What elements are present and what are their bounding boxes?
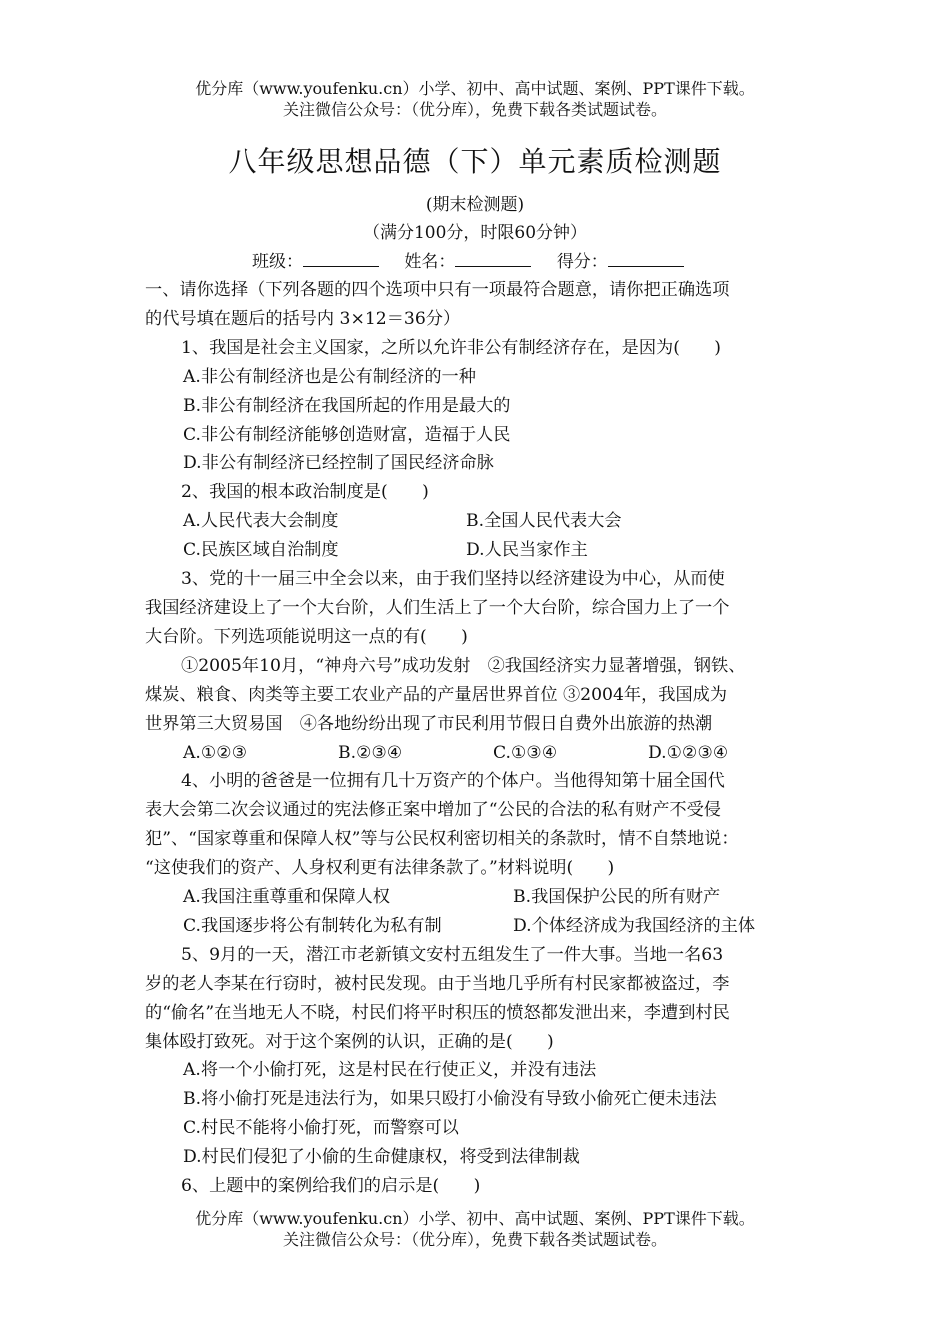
page-footer — [0, 1208, 950, 1250]
q1-option-d: D.非公有制经济已经控制了国民经济命脉 — [183, 453, 494, 474]
q1-option-c: C.非公有制经济能够创造财富，造福于人民 — [183, 424, 511, 445]
student-info-row — [252, 250, 684, 274]
score-time-note: （满分100分，时限60分钟） — [362, 223, 588, 243]
score-blank[interactable] — [608, 252, 684, 267]
q5-stem-cont: 的“偷名”在当地无人不晓，村民们将平时积压的愤怒都发泄出来，李遭到村民 — [145, 1002, 730, 1023]
q3-option-d: D.①②③④ — [648, 742, 729, 763]
q2-options-row-2 — [145, 536, 820, 565]
exam-body — [145, 276, 820, 1201]
q2-stem: 2、我国的根本政治制度是( ) — [181, 482, 429, 503]
q3-options-row — [145, 739, 820, 768]
q4-options-row-2 — [145, 912, 820, 941]
q3-items-cont: 煤炭、粮食、肉类等主要工农业产品的产量居世界首位 ③2004年，我国成为 — [145, 684, 728, 705]
q3-stem: 3、党的十一届三中全会以来，由于我们坚持以经济建设为中心，从而使 — [181, 569, 725, 590]
class-label: 班级： — [252, 252, 303, 272]
header-line-1: 优分库（www.youfenku.cn）小学、初中、高中试题、案例、PPT课件下载。 — [195, 79, 755, 98]
q4-option-a: A.我国注重尊重和保障人权 — [183, 887, 390, 908]
footer-line-2: 关注微信公众号：（优分库），免费下载各类试题试卷。 — [282, 1230, 667, 1249]
q5-stem-cont: 岁的老人李某在行窃时，被村民发现。由于当地几乎所有村民家都被盗过，李 — [145, 973, 730, 994]
footer-line-1: 优分库（www.youfenku.cn）小学、初中、高中试题、案例、PPT课件下载。 — [195, 1209, 755, 1228]
name-blank[interactable] — [455, 252, 531, 267]
q3-items: ①2005年10月，“神舟六号”成功发射 ②我国经济实力显著增强，钢铁、 — [181, 655, 746, 676]
q1-option-a: A.非公有制经济也是公有制经济的一种 — [183, 366, 476, 387]
q3-stem-cont: 大台阶。下列选项能说明这一点的有( ) — [145, 626, 468, 647]
section-heading: 一、请你选择（下列各题的四个选项中只有一项最符合题意，请你把正确选项 — [145, 280, 730, 300]
q5-option-c: C.村民不能将小偷打死，而警察可以 — [183, 1118, 459, 1139]
q1-option-b: B.非公有制经济在我国所起的作用是最大的 — [183, 395, 511, 416]
section-heading-cont: 的代号填在题后的括号内 3×12＝36分） — [145, 308, 461, 329]
q4-option-c: C.我国逐步将公有制转化为私有制 — [183, 915, 442, 936]
name-label: 姓名： — [404, 252, 456, 272]
q4-options-row-1 — [145, 883, 820, 912]
exam-title: 八年级思想品德（下）单元素质检测题 — [228, 145, 722, 178]
q2-options-row-1 — [145, 507, 820, 536]
score-label: 得分： — [556, 252, 608, 272]
q4-stem-cont: 犯”、“国家尊重和保障人权”等与公民权利密切相关的条款时，情不自禁地说： — [145, 829, 739, 850]
q3-items-cont: 世界第三大贸易国 ④各地纷纷出现了市民利用节假日自费外出旅游的热潮 — [145, 713, 713, 734]
exam-subtitle: (期末检测题) — [425, 195, 525, 215]
header-line-2: 关注微信公众号：（优分库），免费下载各类试题试卷。 — [282, 100, 667, 119]
page-header — [0, 78, 950, 120]
q3-option-b: B.②③④ — [338, 742, 403, 763]
q3-option-a: A.①②③ — [183, 742, 248, 763]
q5-stem-cont: 集体殴打致死。对于这个案例的认识，正确的是( ) — [145, 1031, 554, 1052]
q2-option-d: D.人民当家作主 — [466, 540, 588, 561]
q4-option-b: B.我国保护公民的所有财产 — [513, 887, 721, 908]
q4-option-d: D.个体经济成为我国经济的主体 — [513, 915, 756, 936]
q6-stem: 6、上题中的案例给我们的启示是( ) — [181, 1176, 481, 1197]
q4-stem-cont: 表大会第二次会议通过的宪法修正案中增加了“公民的合法的私有财产不受侵 — [145, 800, 721, 821]
q3-option-c: C.①③④ — [493, 742, 558, 763]
q2-option-b: B.全国人民代表大会 — [466, 511, 622, 532]
q2-option-c: C.民族区域自治制度 — [183, 540, 339, 561]
q4-stem: 4、小明的爸爸是一位拥有几十万资产的个体户。当他得知第十届全国代 — [181, 771, 725, 792]
q5-stem: 5、9月的一天，潜江市老新镇文安村五组发生了一件大事。当地一名63 — [181, 944, 724, 965]
class-blank[interactable] — [303, 252, 379, 267]
q5-option-d: D.村民们侵犯了小偷的生命健康权，将受到法律制裁 — [183, 1147, 580, 1168]
q3-stem-cont: 我国经济建设上了一个大台阶，人们生活上了一个大台阶，综合国力上了一个 — [145, 597, 730, 618]
q5-option-a: A.将一个小偷打死，这是村民在行使正义，并没有违法 — [183, 1060, 597, 1081]
q2-option-a: A.人民代表大会制度 — [183, 511, 339, 532]
q1-stem: 1、我国是社会主义国家，之所以允许非公有制经济存在，是因为( ) — [181, 337, 721, 358]
q5-option-b: B.将小偷打死是违法行为，如果只殴打小偷没有导致小偷死亡便未违法 — [183, 1089, 717, 1110]
q4-stem-cont: “这使我们的资产、人身权利更有法律条款了。”材料说明( ) — [145, 858, 615, 879]
